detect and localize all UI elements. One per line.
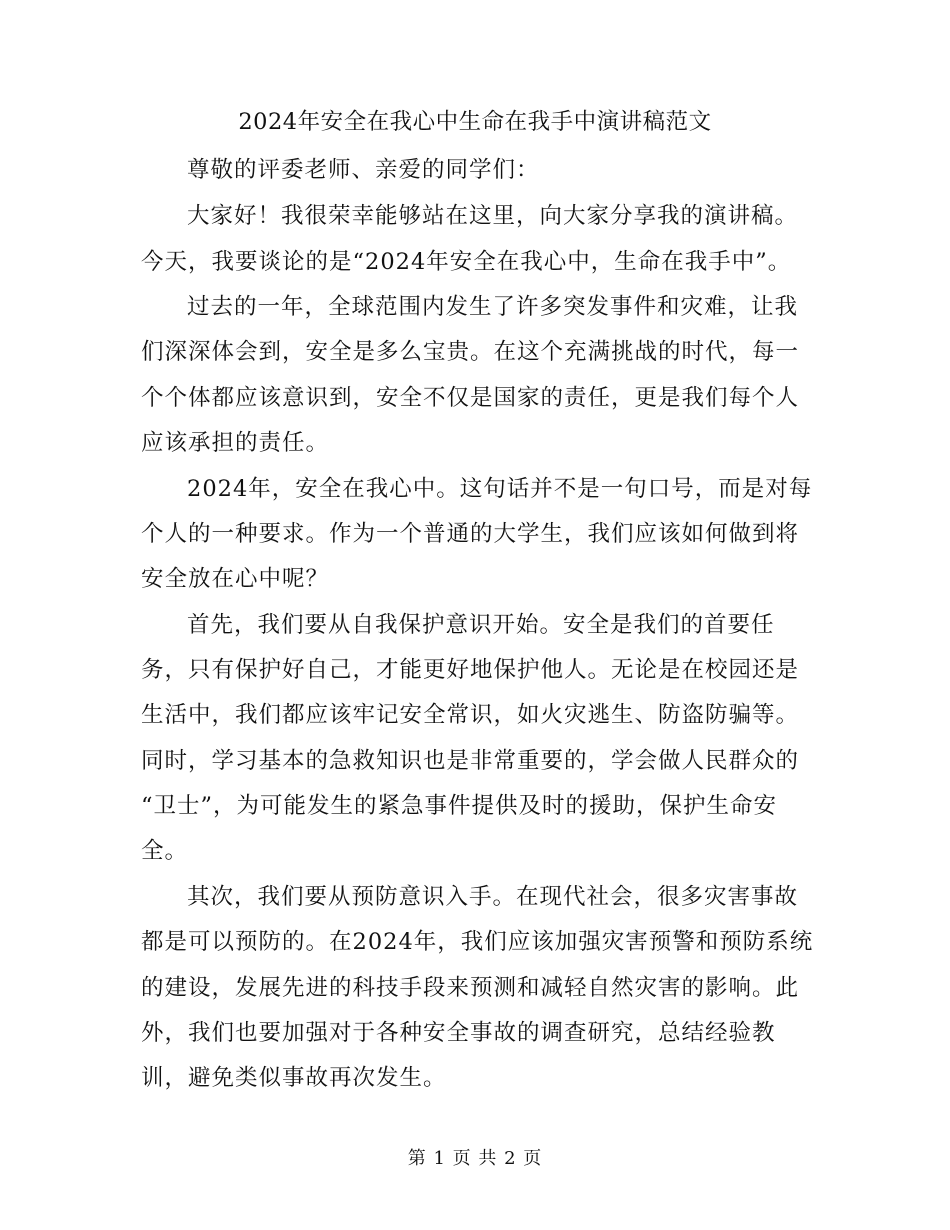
text-line: 训，避免类似事故再次发生。	[141, 1065, 447, 1091]
text-line: 外，我们也要加强对于各种安全事故的调查研究，总结经验教	[141, 1020, 776, 1046]
text-line: 生活中，我们都应该牢记安全常识，如火灾逃生、防盗防骗等。	[141, 702, 800, 728]
text-line: 过去的一年，全球范围内发生了许多突发事件和灾难，让我	[187, 294, 799, 320]
text-line: 应该承担的责任。	[141, 430, 330, 456]
text-line: 其次，我们要从预防意识入手。在现代社会，很多灾害事故	[187, 884, 799, 910]
text-line: 个个体都应该意识到，安全不仅是国家的责任，更是我们每个人	[141, 385, 800, 411]
text-line: 们深深体会到，安全是多么宝贵。在这个充满挑战的时代，每一	[141, 339, 800, 365]
text-line: 安全放在心中呢？	[141, 566, 330, 592]
text-line: 大家好！我很荣幸能够站在这里，向大家分享我的演讲稿。	[187, 203, 799, 229]
text-line: 2024年，安全在我心中。这句话并不是一句口号，而是对每	[187, 476, 813, 502]
text-line: 首先，我们要从自我保护意识开始。安全是我们的首要任	[187, 612, 775, 638]
text-line: 个人的一种要求。作为一个普通的大学生，我们应该如何做到将	[141, 521, 800, 547]
text-line: 尊敬的评委老师、亲爱的同学们：	[187, 157, 540, 183]
text-line: 务，只有保护好自己，才能更好地保护他人。无论是在校园还是	[141, 657, 800, 683]
text-line: “卫士”，为可能发生的紧急事件提供及时的援助，保护生命安	[141, 793, 778, 819]
text-line: 的建设，发展先进的科技手段来预测和减轻自然灾害的影响。此	[141, 975, 800, 1001]
text-line: 都是可以预防的。在2024年，我们应该加强灾害预警和预防系统	[141, 929, 814, 955]
text-line: 今天，我要谈论的是“2024年安全在我心中，生命在我手中”。	[141, 249, 792, 275]
text-line: 同时，学习基本的急救知识也是非常重要的，学会做人民群众的	[141, 748, 800, 774]
document-title: 2024年安全在我心中生命在我手中演讲稿范文	[238, 109, 712, 135]
page-number: 第 1 页 共 2 页	[407, 1148, 543, 1169]
text-line: 全。	[141, 838, 189, 864]
